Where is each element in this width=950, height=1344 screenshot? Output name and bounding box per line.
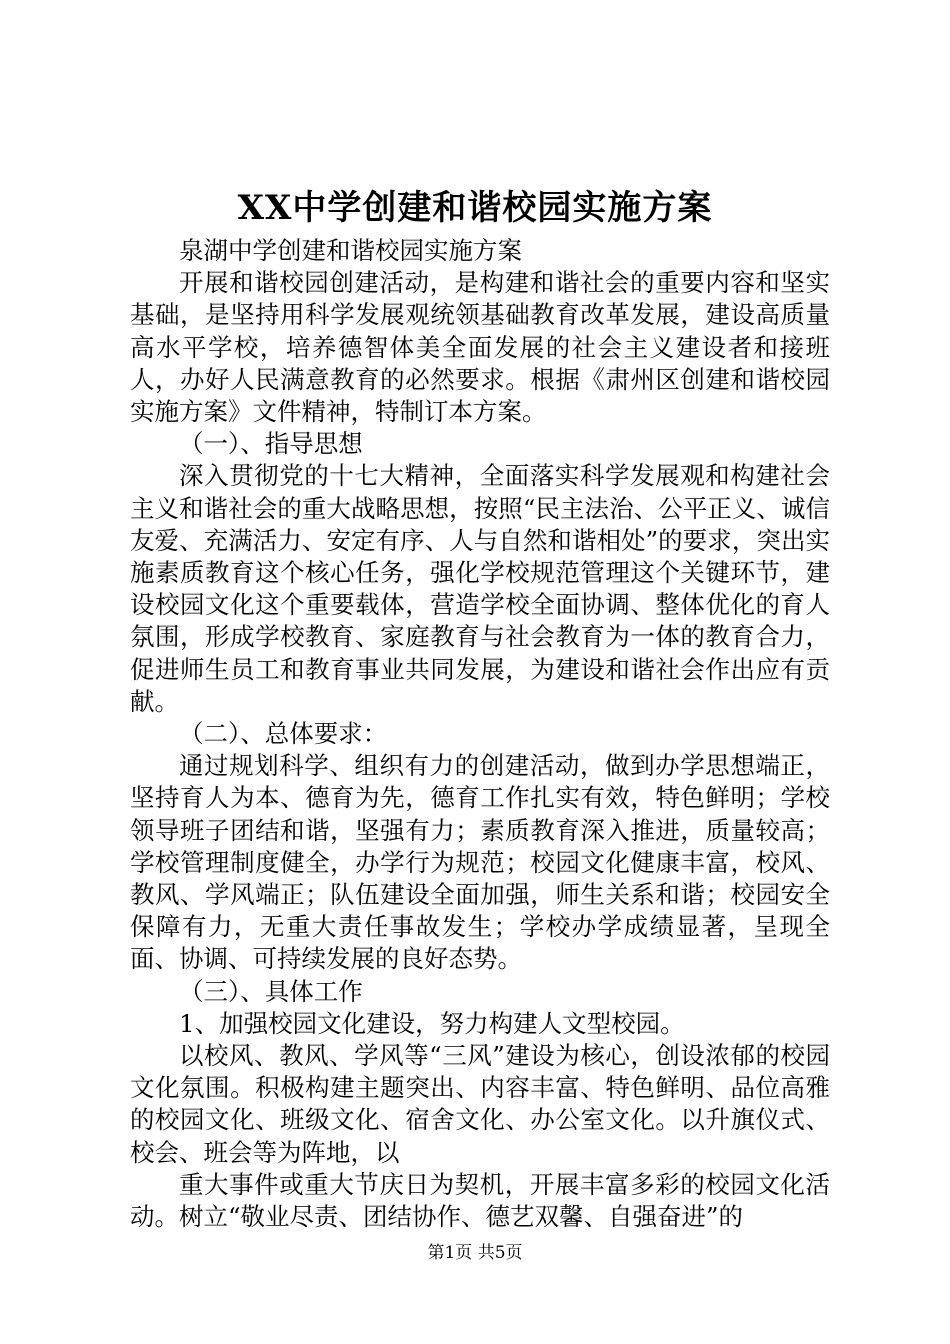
section-heading: （三）、具体工作 (179, 976, 363, 1006)
body-paragraph: 以校风、教风、学风等“三风”建设为核心，创设浓郁的校园文化氛围。积极构建主题突出、内容丰富、特色鲜明、品位高雅的校园文化、班级文化、宿舍文化、办公室文化。以升旗仪式、校会、班会等为阵地，以 (130, 1041, 830, 1167)
body-paragraph: 深入贯彻党的十七大精神，全面落实科学发展观和构建社会主义和谐社会的重大战略思想，按照“民主法治、公平正义、诚信友爱、充满活力、安定有序、人与自然和谐相处”的要求，突出实施素质教育这个核心任务，强化学校规范管理这个关键环节，建设校园文化这个重要载体，营造学校全面协调、整体优化的育人氛围，形成学校教育、家庭教育与社会教育为一体的教育合力，促进师生员工和教育事业共同发展，为建设和谐社会作出应有贡献。 (130, 461, 830, 716)
section-heading: （一）、指导思想 (179, 429, 363, 459)
section-heading: （二）、总体要求： (179, 719, 388, 749)
body-paragraph: 泉湖中学创建和谐校园实施方案 (179, 236, 522, 265)
page-footer: 第1页 共5页 (427, 1243, 523, 1263)
body-paragraph: 1、加强校园文化建设，努力构建人文型校园。 (179, 1008, 685, 1038)
document-body (130, 235, 830, 1233)
body-paragraph: 通过规划科学、组织有力的创建活动，做到办学思想端正，坚持育人为本、德育为先，德育工作扎实有效，特色鲜明；学校领导班子团结和谐，坚强有力；素质教育深入推进，质量较高；学校管理制度健全，办学行为规范；校园文化健康丰富，校风、教风、学风端正；队伍建设全面加强，师生关系和谐；校园安全保障有力，无重大责任事故发生；学校办学成绩显著，呈现全面、协调、可持续发展的良好态势。 (130, 751, 830, 974)
document-title: XX中学创建和谐校园实施方案 (237, 188, 713, 228)
body-paragraph: 重大事件或重大节庆日为契机，开展丰富多彩的校园文化活动。树立“敬业尽责、团结协作、德艺双馨、自强奋进”的 (130, 1169, 830, 1232)
body-paragraph: 开展和谐校园创建活动，是构建和谐社会的重要内容和坚实基础，是坚持用科学发展观统领基础教育改革发展，建设高质量高水平学校，培养德智体美全面发展的社会主义建设者和接班人，办好人民满意教育的必然要求。根据《肃州区创建和谐校园实施方案》文件精神，特制订本方案。 (130, 268, 830, 427)
